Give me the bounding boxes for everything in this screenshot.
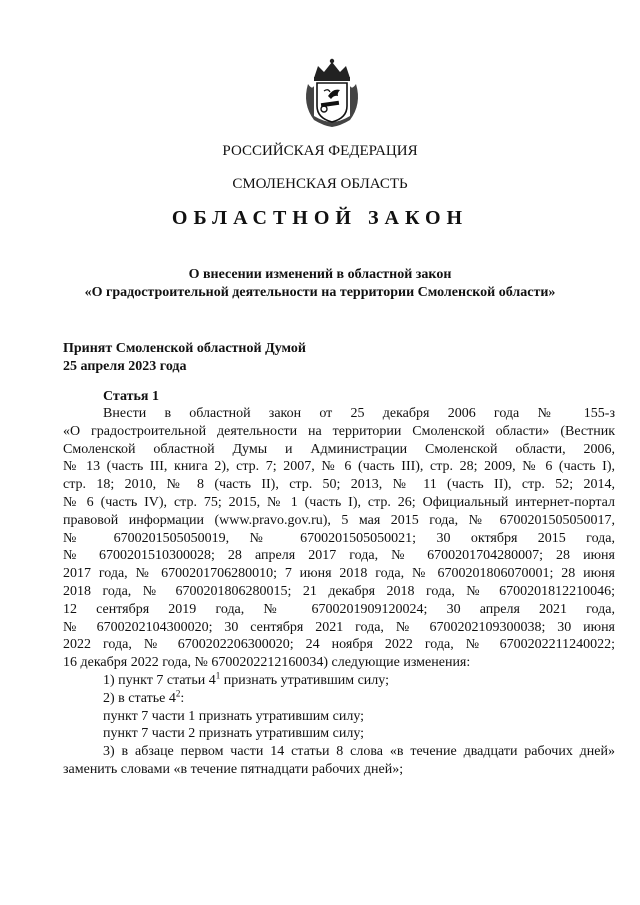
amendment-item-3-cont: заменить словами «в течение пятнадцати рабочих дней»; [63, 761, 404, 777]
law-subject-line: О внесении изменений в областной закон [188, 267, 452, 282]
amendment-text: 1) пункт 7 статьи 4 [103, 672, 216, 688]
adoption-date: 25 апреля 2023 года [63, 359, 187, 374]
amendment-subitem: пункт 7 части 2 признать утратившим силу; [103, 726, 365, 742]
adoption-body: Принят Смоленской областной Думой [63, 341, 306, 356]
federation-heading: РОССИЙСКАЯ ФЕДЕРАЦИЯ [222, 143, 418, 159]
law-title: ОБЛАСТНОЙ ЗАКОН [171, 207, 469, 229]
article-line: № 6700202104300020; 30 сентября 2021 года, № 6700202109300038; 30 июня [63, 619, 615, 635]
article-line: 16 декабря 2022 года, № 6700202212160034) следующие изменения: [63, 655, 471, 671]
article-line: 2018 года, № 6700201806280015; 21 декабря 2018 года, № 6700201812210046; [63, 583, 615, 599]
amendment-text: 2) в статье 4 [103, 690, 176, 706]
article-line: № 6700201505050019, № 6700201505050021; 30 октября 2015 года, [63, 530, 615, 546]
region-heading: СМОЛЕНСКАЯ ОБЛАСТЬ [232, 176, 408, 192]
article-line: 2017 года, № 6700201706280010; 7 июня 2018 года, № 6700201806070001; 28 июня [63, 566, 615, 582]
superscript: 2 [175, 688, 181, 699]
amendment-subitem: пункт 7 части 1 признать утратившим силу; [103, 708, 365, 724]
amendment-item-3: 3) в абзаце первом части 14 статьи 8 слова «в течение двадцати рабочих дней» [103, 744, 615, 760]
article-line: 12 сентября 2019 года, № 6700201909120024; 30 апреля 2021 года, [63, 601, 615, 617]
article-line: № 6 (часть IV), стр. 75; 2015, № 1 (часть I), стр. 26; Официальный интернет-портал [63, 494, 615, 510]
article-body [63, 405, 615, 779]
article-line: 2022 года, № 6700202206300020; 24 ноября 2022 года, № 6700202211240022; [63, 637, 615, 653]
coat-of-arms-icon [300, 58, 364, 128]
article-line: № 13 (часть III, книга 2), стр. 7; 2007, № 6 (часть III), стр. 28; 2009, № 6 (часть I), [63, 459, 615, 475]
article-line: «О градостроительной деятельности на территории Смоленской области» (Вестник [63, 423, 615, 439]
law-subject [0, 266, 640, 302]
article-line: Внести в областной закон от 25 декабря 2006 года № 155-з [103, 406, 615, 421]
article-line: стр. 18; 2010, № 8 (часть II), стр. 50; 2013, № 11 (часть II), стр. 52; 2014, [63, 477, 615, 493]
law-subject-line: «О градостроительной деятельности на территории Смоленской области» [84, 285, 556, 300]
article-heading: Статья 1 [103, 389, 159, 404]
article-line: правовой информации (www.pravo.gov.ru), 5 мая 2015 года, № 6700201505050017, [63, 512, 615, 528]
adoption-info [63, 340, 306, 376]
amendment-item-1 [63, 672, 615, 690]
amendment-item-2 [63, 690, 615, 708]
superscript: 1 [215, 670, 221, 681]
amendment-text: признать утратившим силу; [220, 672, 389, 688]
amendment-text: : [180, 690, 185, 706]
article-line: № 6700201510300028; 28 апреля 2017 года, № 6700201704280007; 28 июня [63, 548, 615, 564]
article-line: Смоленской областной Думы и Администрации Смоленской области, 2006, [63, 441, 615, 457]
